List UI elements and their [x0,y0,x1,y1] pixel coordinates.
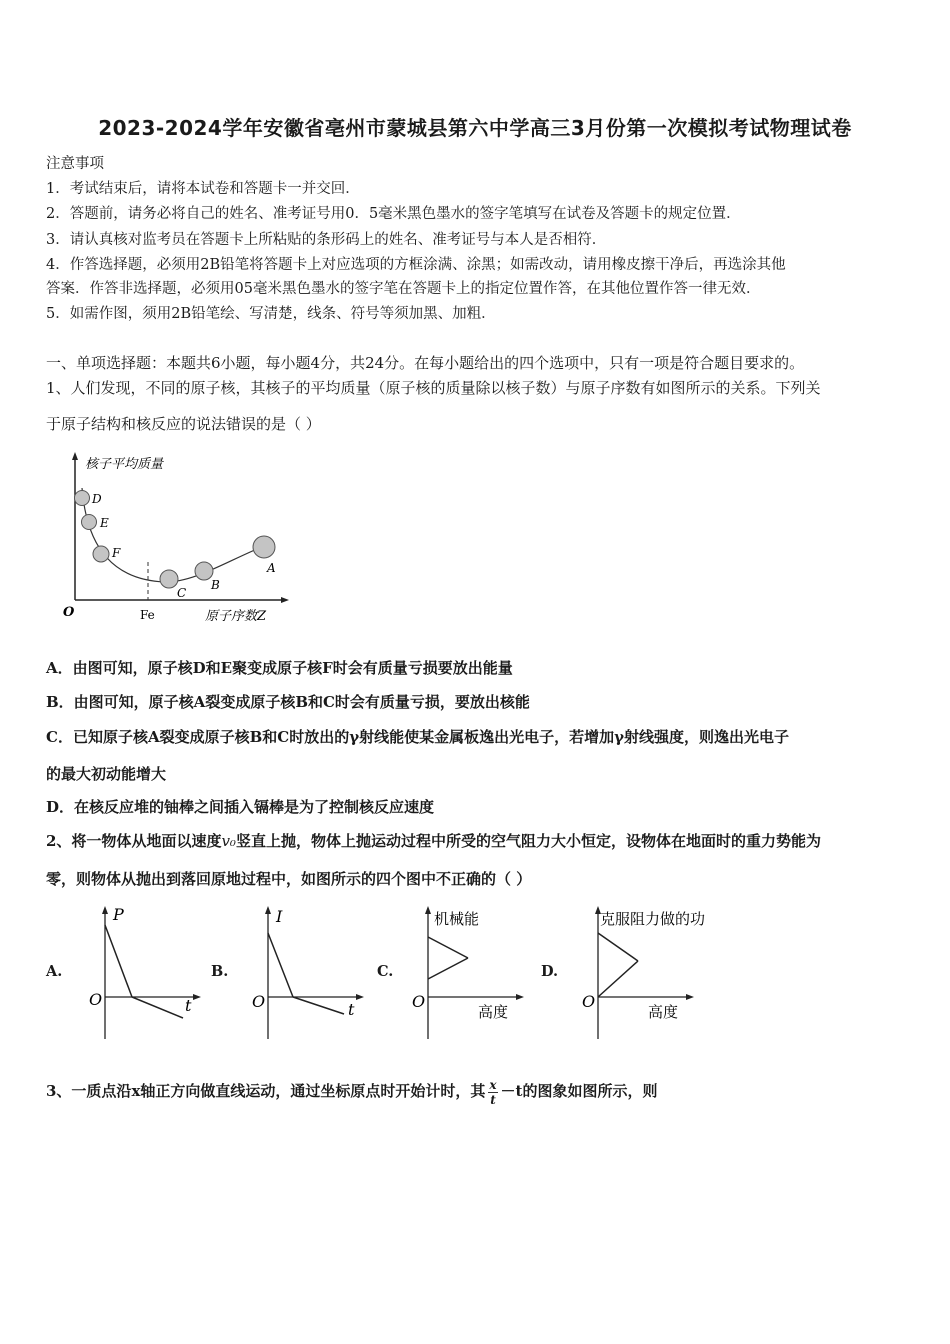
q2-graph-b-xlabel: t [348,1000,355,1019]
notes-item-2: 2．答题前，请务必将自己的姓名、准考证号用0．5毫米黑色墨水的签字笔填写在试卷及答题卡的规定位置． [46,206,741,222]
q2-graph-c-ylabel: 机械能 [434,910,480,928]
q1-stem-line1: 1、人们发现，不同的原子核，其核子的平均质量（原子核的质量除以核子数）与原子序数有如图所示的关系。下列关 [46,379,821,397]
q2-graph-a [85,903,205,1043]
notes-item-1: 1．考试结束后，请将本试卷和答题卡一并交回． [46,181,360,197]
q1-label-c: C [177,586,187,600]
q2-graph-a-ylabel: P [113,905,124,924]
q2-graph-b-ylabel: I [276,907,283,926]
q1-point-f [93,546,109,562]
q2-stem-line1 [46,830,821,851]
section-heading: 一、单项选择题：本题共6小题，每小题4分，共24分。在每小题给出的四个选项中，只有一项是符合题目要求的。 [46,354,805,372]
q2-graph-c-origin: O [412,992,426,1011]
q2-stem-pre: 2、将一物体从地面以速度 [46,832,222,850]
notes-item-5: 5．如需作图，须用2B铅笔绘、写清楚，线条、符号等须加黑、加粗． [46,306,496,322]
q3-stem-pre: 3、一质点沿x轴正方向做直线运动，通过坐标原点时开始计时，其 [46,1082,486,1100]
q2-v0: v₀ [221,832,236,850]
q2-graph-a-origin: O [89,990,103,1009]
q1-point-c [160,570,178,588]
q3-stem-post: －t的图象如图所示，则 [500,1082,658,1100]
q3-fraction [488,1078,497,1107]
q1-figure [55,450,295,630]
q1-option-a: A．由图可知，原子核D和E聚变成原子核F时会有质量亏损要放出能量 [46,659,513,677]
q1-point-a [253,536,275,558]
q2-graph-c-xlabel: 高度 [478,1003,509,1021]
q2-graph-d-xlabel: 高度 [648,1003,679,1021]
notes-heading: 注意事项 [46,156,104,172]
q1-option-c: C．已知原子核A裂变成原子核B和C时放出的γ射线能使某金属板逸出光电子，若增加γ射线强度，则逸出光电子 [46,728,790,746]
q1-option-b: B．由图可知，原子核A裂变成原子核B和C时会有质量亏损，要放出核能 [46,693,530,711]
q2-graph-a-xlabel: t [185,996,192,1015]
notes-item-4-cont: 答案．作答非选择题，必须用05毫米黑色墨水的签字笔在答题卡上的指定位置作答，在其他位置作答一律无效． [46,281,761,297]
q1-ylabel: 核子平均质量 [85,457,164,472]
q1-origin: O [63,605,75,620]
q1-stem-line2: 于原子结构和核反应的说法错误的是（ ） [46,415,321,433]
q1-label-d: D [92,492,102,506]
q1-option-c-cont: 的最大初动能增大 [46,765,167,783]
q1-point-e [82,515,97,530]
q2-stem-post: 竖直上抛，物体上抛运动过程中所受的空气阻力大小恒定，设物体在地面时的重力势能为 [235,832,821,850]
q2-graph-d-ylabel: 克服阻力做的功 [600,910,706,928]
q1-option-d: D．在核反应堆的铀棒之间插入镉棒是为了控制核反应速度 [46,798,435,816]
q2-stem-line2: 零，则物体从抛出到落回原地过程中，如图所示的四个图中不正确的（ ） [46,870,532,888]
q1-label-f: F [112,546,121,560]
q2-graph-c-label: C. [377,963,394,980]
q1-xlabel: 原子序数Z [205,609,267,624]
page-title: 2023-2024学年安徽省亳州市蒙城县第六中学高三3月份第一次模拟考试物理试卷 [98,116,852,140]
q1-fe-label: Fe [140,608,155,622]
q2-graph-d-label: D. [541,963,559,980]
q2-graph-b-label: B. [211,963,229,980]
notes-item-3: 3．请认真核对监考员在答题卡上所粘贴的条形码上的姓名、准考证号与本人是否相符． [46,232,607,248]
q3-frac-den: t [490,1092,496,1107]
q3-frac-num: x [489,1077,497,1092]
q2-graph-d-origin: O [582,992,596,1011]
q2-graph-b [248,903,368,1043]
q1-point-d [75,491,90,506]
q2-graph-b-origin: O [252,992,266,1011]
q2-graph-d [578,903,738,1043]
q3-stem [46,1076,657,1107]
q1-label-a: A [267,561,276,575]
q1-label-e: E [100,516,109,530]
q1-label-b: B [211,578,220,592]
notes-item-4: 4．作答选择题，必须用2B铅笔将答题卡上对应选项的方框涂满、涂黑；如需改动，请用橡皮擦干净后，再选涂其他 [46,257,786,273]
q2-graph-a-label: A. [46,963,63,980]
q2-graph-c [410,903,530,1043]
